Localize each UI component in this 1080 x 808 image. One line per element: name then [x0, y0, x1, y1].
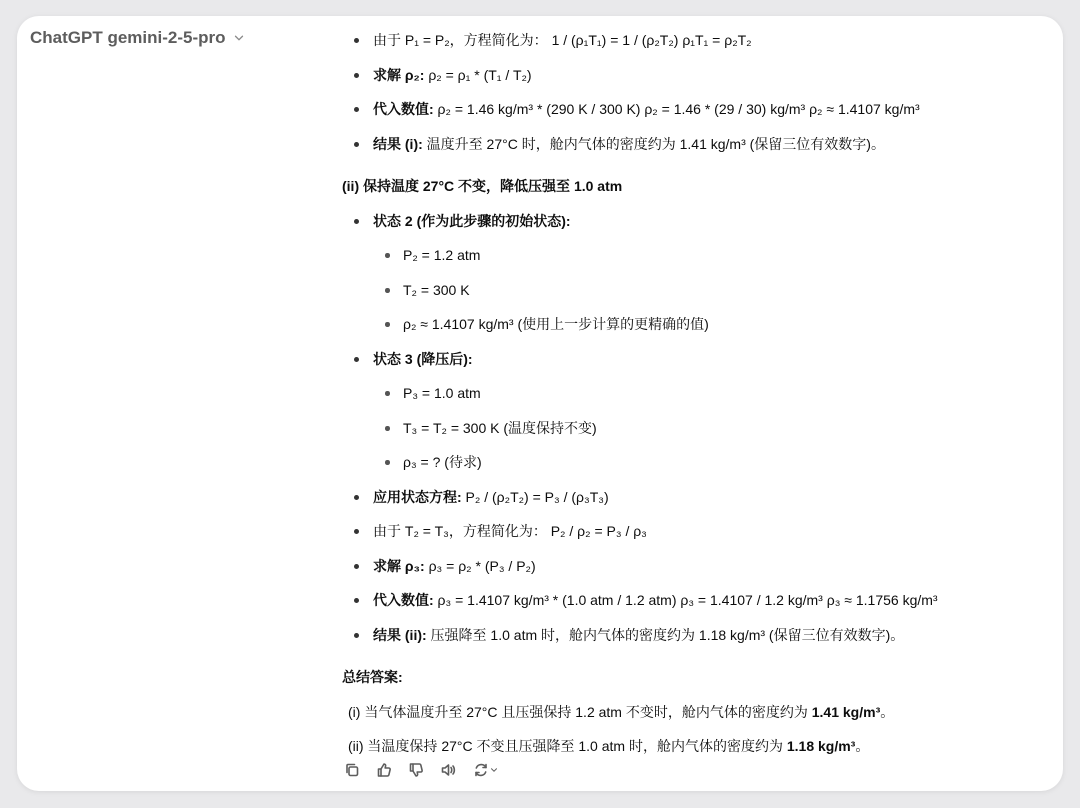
thumbs-down-icon — [408, 762, 424, 778]
list-item — [342, 487, 609, 507]
message-actions — [342, 760, 502, 780]
line-text: ρ₂ = 1.46 kg/m³ * (290 K / 300 K) ρ₂ = 1.46 * (29 / 30) kg/m³ ρ₂ ≈ 1.4107 kg/m³ — [433, 101, 920, 117]
line-tail: 。 — [855, 738, 870, 754]
list-item — [342, 349, 473, 369]
line-text: 压强降至 1.0 atm 时，舱内气体的密度约为 1.18 kg/m³ (保留三位有效数字)。 — [426, 627, 905, 643]
list-item — [342, 280, 470, 300]
speaker-icon — [440, 762, 456, 778]
section-heading — [342, 667, 403, 687]
list-item — [342, 99, 920, 119]
line-text: ρ₃ = ? (待求) — [403, 454, 482, 470]
line-text: T₂ = 300 K — [403, 282, 470, 298]
line-text: 由于 T₂ = T₃，方程简化为： P₂ / ρ₂ = P₃ / ρ₃ — [373, 523, 647, 539]
line-text: T₃ = T₂ = 300 K (温度保持不变) — [403, 420, 597, 436]
refresh-icon — [473, 762, 489, 778]
chevron-down-icon — [489, 765, 499, 775]
line-text: P₃ = 1.0 atm — [403, 385, 481, 401]
line-text: ρ₃ = ρ₂ * (P₃ / P₂) — [424, 558, 536, 574]
list-item — [342, 30, 752, 50]
list-item — [342, 314, 709, 334]
thumbs-up-icon — [376, 762, 392, 778]
list-item — [342, 590, 938, 610]
model-name: ChatGPT gemini-2-5-pro — [30, 28, 226, 47]
list-item — [342, 245, 480, 265]
chat-window — [17, 16, 1063, 791]
line-text: P₂ = 1.2 atm — [403, 247, 481, 263]
list-item — [342, 736, 869, 756]
line-text: (ii) 当温度保持 27°C 不变且压强降至 1.0 atm 时，舱内气体的密度约为 — [348, 738, 787, 754]
list-item — [342, 383, 481, 403]
bold-label: 求解 ρ₃: — [373, 558, 425, 574]
list-item — [342, 556, 536, 576]
bold-label: 状态 3 (降压后): — [373, 351, 473, 367]
bold-label: 求解 ρ₂: — [373, 67, 425, 83]
list-item — [342, 452, 482, 472]
thumbs-down-button[interactable] — [406, 760, 426, 780]
bold-label: 状态 2 (作为此步骤的初始状态): — [373, 213, 571, 229]
copy-icon — [344, 762, 360, 778]
bold-label: 结果 (i): — [373, 136, 423, 152]
read-aloud-button[interactable] — [438, 760, 458, 780]
chevron-down-icon — [232, 31, 246, 45]
line-tail: 。 — [880, 704, 895, 720]
model-switcher[interactable] — [30, 28, 246, 48]
bold-label: 结果 (ii): — [373, 627, 427, 643]
line-text: P₂ / (ρ₂T₂) = P₃ / (ρ₃T₃) — [461, 489, 609, 505]
line-text: (i) 当气体温度升至 27°C 且压强保持 1.2 atm 不变时，舱内气体的密度约为 — [348, 704, 812, 720]
copy-button[interactable] — [342, 760, 362, 780]
list-item — [342, 134, 885, 154]
bold-label: (ii) 保持温度 27°C 不变，降低压强至 1.0 atm — [342, 178, 623, 194]
list-item — [342, 418, 597, 438]
list-item — [342, 211, 571, 231]
bold-label: 应用状态方程: — [373, 489, 462, 505]
line-text: ρ₂ = ρ₁ * (T₁ / T₂) — [424, 67, 532, 83]
bold-label: 代入数值: — [373, 101, 434, 117]
bold-label: 总结答案: — [342, 669, 403, 685]
list-item — [342, 702, 894, 722]
line-text: 由于 P₁ = P₂，方程简化为： 1 / (ρ₁T₁) = 1 / (ρ₂T₂) ρ₁T₁ = ρ₂T₂ — [373, 32, 752, 48]
list-item — [342, 65, 532, 85]
line-text: ρ₂ ≈ 1.4107 kg/m³ (使用上一步计算的更精确的值) — [403, 316, 709, 332]
regenerate-button[interactable] — [470, 760, 502, 780]
list-item — [342, 521, 647, 541]
answer-value: 1.41 kg/m³ — [811, 704, 881, 720]
answer-value: 1.18 kg/m³ — [786, 738, 856, 754]
line-text: ρ₃ = 1.4107 kg/m³ * (1.0 atm / 1.2 atm) ρ₃ = 1.4107 / 1.2 kg/m³ ρ₃ ≈ 1.1756 kg/m³ — [433, 592, 938, 608]
section-heading — [342, 176, 622, 196]
line-text: 温度升至 27°C 时，舱内气体的密度约为 1.41 kg/m³ (保留三位有效数字)。 — [422, 136, 885, 152]
list-item — [342, 625, 904, 645]
bold-label: 代入数值: — [373, 592, 434, 608]
thumbs-up-button[interactable] — [374, 760, 394, 780]
